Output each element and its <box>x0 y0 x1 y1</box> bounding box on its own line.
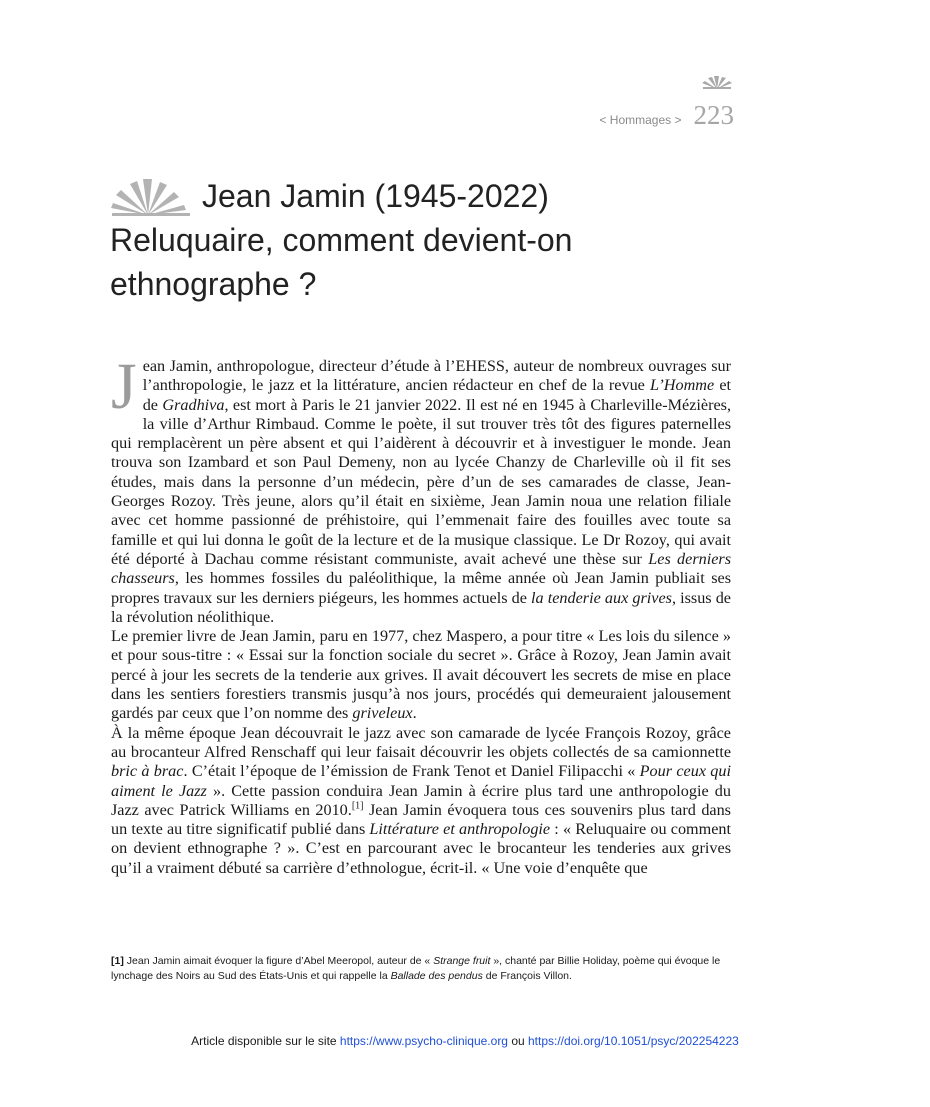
italic-title: Gradhiva <box>162 395 225 414</box>
paragraph <box>111 350 732 627</box>
paragraph <box>111 724 731 878</box>
italic-title: Ballade des pendus <box>390 970 483 982</box>
article-title <box>110 174 730 306</box>
paragraph <box>111 627 731 723</box>
doi-link[interactable]: https://doi.org/10.1051/psyc/202254223 <box>528 1034 739 1048</box>
title-line-3: ethnographe ? <box>110 266 317 302</box>
text-span: : « Reluquaire ou comment on devient ethnographe ? ». C’est en parcourant avec le brocanteur les tenderies aux grives qu’il a vraiment débuté sa carrière d’ethnologue, écrit-il. « Une voie d’enquête que <box>111 820 731 877</box>
title-line-2: Reluquaire, comment devient-on <box>110 222 573 258</box>
leaf-fan-icon <box>700 74 734 90</box>
title-line-1: Jean Jamin (1945-2022) <box>202 178 549 214</box>
text-span: . C’était l’époque de l’émission de Frank Tenot et Daniel Filipacchi « <box>183 762 640 781</box>
availability-footer <box>0 1034 930 1048</box>
footnote-reference[interactable]: [1] <box>351 800 364 812</box>
article-body <box>111 350 732 878</box>
dropcap: J <box>111 350 137 423</box>
text-span: , issus de la révolution néolithique. <box>111 588 731 626</box>
running-head <box>599 100 734 130</box>
page-number: 223 <box>693 100 734 130</box>
text-span: . <box>412 704 417 723</box>
leaf-fan-icon <box>110 175 192 217</box>
text-span: Jean Jamin évoquera tous ces souvenirs plus tard dans un texte au titre significatif publié dans <box>111 800 731 839</box>
site-link[interactable]: https://www.psycho-clinique.org <box>339 1034 508 1048</box>
text-span: », chanté par Billie Holiday, poème qui évoque le lynchage des Noirs au Sud des États-Unis et qui rappelle la <box>111 955 721 982</box>
italic-title: L’Homme <box>650 376 715 395</box>
italic-term: griveleux <box>352 704 413 723</box>
text-span: , les hommes fossiles du paléolithique, la même année où Jean Jamin publiait ses propres travaux sur les derniers piégeurs, les hommes actuels de <box>111 569 731 607</box>
footer-prefix: Article disponible sur le site <box>191 1034 340 1048</box>
text-span: ean Jamin, anthropologue, directeur d’étude à l’EHESS, auteur de nombreux ouvrages sur l’anthropologie, le jazz et la littérature, ancien rédacteur en chef de la revue <box>142 357 731 395</box>
footer-middle: ou <box>507 1034 528 1048</box>
text-span: ». Cette passion conduira Jean Jamin à écrire plus tard une anthropologie du Jazz avec Patrick Williams en 2010. <box>111 781 731 819</box>
section-label: < Hommages > <box>599 113 682 127</box>
text-span: , est mort à Paris le 21 janvier 2022. Il est né en 1945 à Charleville-Mézières, la ville d’Arthur Rimbaud. Comme le poète, il sut trouver très tôt des figures paternelles qui remplacèrent un père absent et qui l’aidèrent à découvrir et à investiguer le monde. Jean trouva son Izambard et son Paul Demeny, non au lycée Chanzy de Charleville où il fit ses études, mais dans la personne d’un médecin, père d’un de ses camarades de classe, Jean-Georges Rozoy. Très jeune, alors qu’il était en sixième, Jean Jamin noua une relation filiale avec cet homme passionné de préhistoire, qui l’emmenait faire des fouilles avec toute sa famille et qui lui donna le goût de la lecture et de la musique classique. Le Dr Rozoy, qui avait été déporté à Dachau comme résistant communiste, avait achevé une thèse sur <box>111 395 732 568</box>
footnote-mark: [1] <box>111 955 124 967</box>
italic-title: Pour ceux qui aiment le Jazz <box>111 762 731 800</box>
text-span: Jean Jamin aimait évoquer la figure d’Abel Meeropol, auteur de « <box>123 955 434 967</box>
italic-title: Les derniers chasseurs <box>111 549 731 588</box>
text-span: et de <box>142 376 732 414</box>
footnote <box>111 954 731 984</box>
italic-title: la tenderie aux grives <box>531 588 672 607</box>
text-span: À la même époque Jean découvrait le jazz avec son camarade de lycée François Rozoy, grâce au brocanteur Alfred Renschaff qui leur faisait découvrir les objets collectés de sa camionnette <box>111 723 731 761</box>
italic-term: bric à brac <box>111 762 184 781</box>
text-span: Le premier livre de Jean Jamin, paru en 1977, chez Maspero, a pour titre « Les lois du silence » et pour sous-titre : « Essai sur la fonction sociale du secret ». Grâce à Rozoy, Jean Jamin avait percé à jour les secrets de la tenderie aux grives. Il avait découvert les secrets de mise en place dans les sentiers forestiers transmis jusqu’à nos jours, procédés qui demeuraient jalousement gardés par ceux que l’on nomme des <box>111 627 731 723</box>
italic-title: Littérature et anthropologie <box>369 820 551 839</box>
text-span: de François Villon. <box>482 970 572 982</box>
italic-title: Strange fruit <box>433 955 491 967</box>
